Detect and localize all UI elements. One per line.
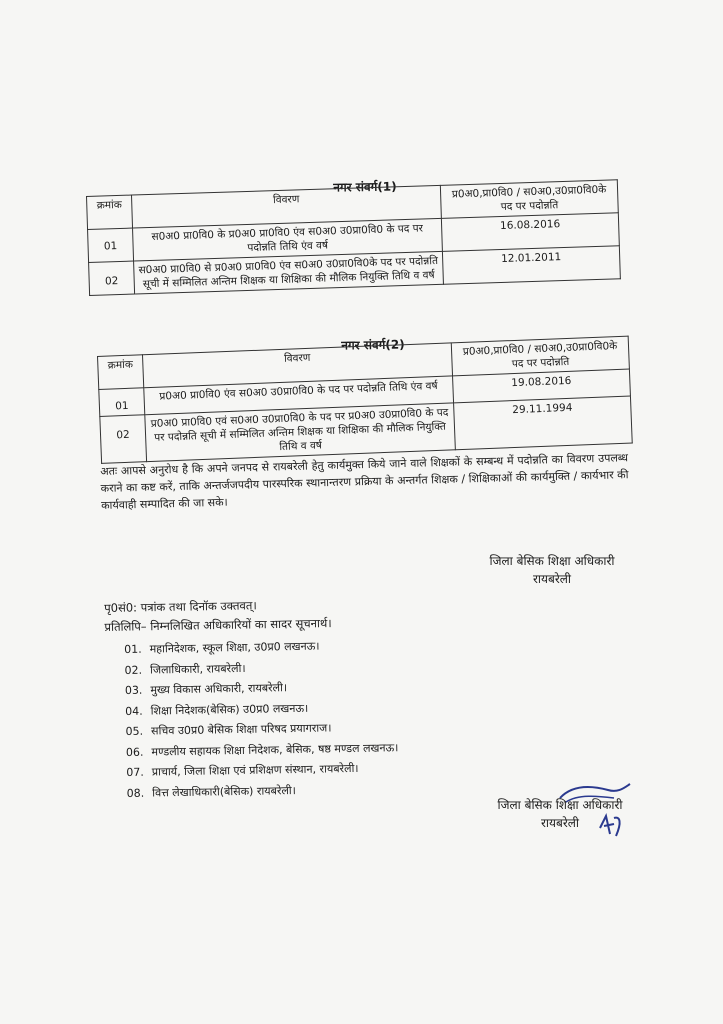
signature-title: जिला बेसिक शिक्षा अधिकारी — [489, 554, 615, 568]
list-item: 04. शिक्षा निदेशक(बेसिक) उ0प्र0 लखनऊ। — [125, 701, 309, 718]
col-header-sn: क्रमांक — [98, 355, 144, 390]
list-item: 06. मण्डलीय सहायक शिक्षा निदेशक, बेसिक, षष्ठ मण्डल लखनऊ। — [125, 740, 399, 759]
col-header-desc: विवरण — [131, 185, 441, 228]
col-header-date: प्र0अ0,प्रा0वि0 / स0अ0,उ0प्रा0वि0के पद पर पदोन्नति — [440, 180, 618, 219]
row-desc: प्र0अ0 प्रा0वि0 एंव स0अ0 उ0प्रा0वि0 के पद पर पदोन्नति तिथि एंव वर्ष — [144, 376, 454, 415]
list-item: 03. मुख्य विकास अधिकारी, रायबरेली। — [124, 681, 288, 697]
col-header-desc: विवरण — [142, 343, 452, 388]
list-item: 07. प्राचार्य, जिला शिक्षा एवं प्रशिक्षण संस्थान, रायबरेली। — [126, 761, 359, 779]
row-sn: 02 — [89, 261, 135, 295]
request-paragraph: अतः आपसे अनुरोध है कि अपने जनपद से रायबरेली हेतु कार्यमुक्त किये जाने वाले शिक्षकों के सम्बन्ध में पदोन्नति का विवरण उपलब्ध कराने का कष्ट करें, ताकि अन्तर्जजपदीय पारस्परिक स्थानान्तरण प्रक्रिया के अन्तर्गत शिक्षक / शिक्षिकाओं की कार्यमुक्ति / कार्यभार की कार्यवाही सम्पादित की जा सके। — [100, 451, 629, 512]
row-desc: स0अ0 प्रा0वि0 से प्र0अ0 प्रा0वि0 एंव स0अ0 उ0प्रा0वि0के पद पर पदोन्नति सूची में सम्मिलित अन्तिम शिक्षक या शिक्षिका की मौलिक नियुक्ति तिथि व वर्ष — [134, 251, 444, 294]
section1-title: नगर संवर्ग(1) — [333, 179, 397, 195]
row-date: 19.08.2016 — [453, 369, 631, 403]
signature-place: रायबरेली — [541, 816, 579, 830]
list-item: 02. जिलाधिकारी, रायबरेली। — [124, 661, 246, 677]
row-date: 16.08.2016 — [441, 213, 619, 252]
handwritten-signature-icon — [548, 776, 638, 846]
row-sn: 01 — [88, 228, 134, 262]
list-item: 05. सचिव उ0प्र0 बेसिक शिक्षा परिषद प्रयागराज। — [125, 721, 332, 738]
row-sn: 01 — [99, 388, 145, 417]
row-sn: 02 — [100, 415, 147, 464]
row-date: 29.11.1994 — [454, 396, 633, 450]
row-desc: प्र0अ0 प्रा0वि0 एवं स0अ0 उ0प्रा0वि0 के पद पर प्र0अ0 उ0प्रा0वि0 के पद पर पदोन्नति सूची में सम्मिलित अन्तिम शिक्षक या शिक्षिका की मौलिक नियुक्ति तिथि व वर्ष — [145, 403, 456, 462]
reference-block — [104, 595, 332, 637]
signature-block-1 — [462, 552, 642, 588]
patrank-line: पृ0सं0: पत्रांक तथा दिनॉक उक्तवत्। — [104, 598, 257, 615]
signature-title: जिला बेसिक शिक्षा अधिकारी — [497, 798, 623, 812]
recipient-list — [124, 635, 399, 804]
list-item: 01. महानिदेशक, स्कूल शिक्षा, उ0प्र0 लखनऊ। — [124, 639, 320, 656]
signature-place: रायबरेली — [533, 572, 571, 586]
col-header-date: प्र0अ0,प्रा0वि0 / स0अ0,उ0प्रा0वि0के पद पर पदोन्नति — [451, 336, 629, 376]
row-date: 12.01.2011 — [442, 246, 620, 285]
row-desc: स0अ0 प्रा0वि0 के प्र0अ0 प्रा0वि0 एंव स0अ0 उ0प्रा0वि0 के पद पर पदोन्नति तिथि एंव वर्ष — [133, 218, 443, 261]
section2-table — [97, 336, 633, 464]
copy-heading: प्रतिलिपि– निम्नलिखित अधिकारियों का सादर सूचनार्थ। — [104, 616, 332, 634]
list-item: 08. वित्त लेखाधिकारी(बेसिक) रायबरेली। — [126, 783, 296, 800]
section2-title: नगर संवर्ग(2) — [341, 337, 405, 353]
section1-table — [86, 179, 621, 296]
col-header-sn: क्रमांक — [87, 195, 133, 229]
